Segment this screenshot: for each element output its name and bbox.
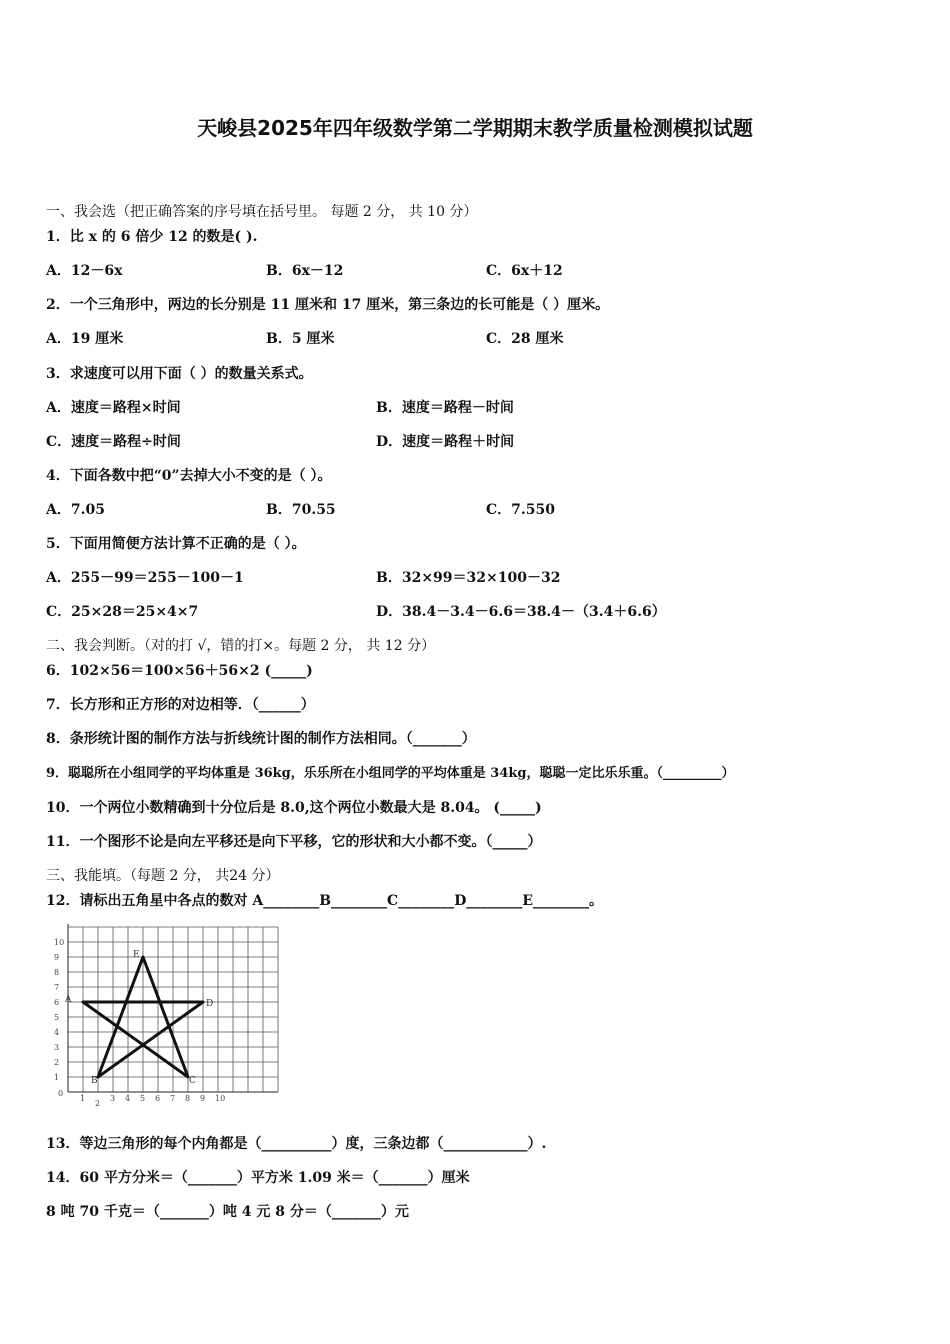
- y-tick-labels: [54, 938, 64, 1082]
- x-tick-label: 9: [200, 1094, 206, 1103]
- y-tick-label: 1: [54, 1073, 60, 1082]
- y-tick-label: 6: [54, 998, 60, 1007]
- y-tick-label: 9: [54, 953, 60, 962]
- question-13: 13．等边三角形的每个内角都是（__________）度，三条边都（____________）.: [46, 1136, 547, 1152]
- x-tick-label: 4: [125, 1094, 131, 1103]
- question-6: 6．102×56＝100×56＋56×2 (_____): [46, 663, 313, 679]
- q5-option-a: A．255－99＝255－100－1: [46, 570, 244, 586]
- q3-option-b: B．速度＝路程－时间: [376, 400, 514, 416]
- question-5: 5．下面用简便方法计算不正确的是（ ）。: [46, 536, 306, 552]
- y-tick-label: 10: [54, 938, 65, 947]
- question-4: 4．下面各数中把“0”去掉大小不变的是（ ）。: [46, 468, 332, 484]
- q2-option-c: C．28 厘米: [486, 331, 564, 347]
- section-3-heading: 三、我能填。（每题 2 分， 共24 分）: [46, 868, 280, 884]
- origin-label: 0: [58, 1089, 64, 1098]
- y-tick-label: 3: [54, 1043, 60, 1052]
- x-tick-label: 1: [80, 1094, 86, 1103]
- q1-option-a: A．12－6x: [46, 263, 123, 279]
- q1-option-b: B．6x－12: [266, 263, 344, 279]
- q2-option-a: A．19 厘米: [46, 331, 124, 347]
- y-tick-label: 2: [54, 1058, 60, 1067]
- x-tick-label: 7: [170, 1094, 176, 1103]
- q5-option-b: B．32×99＝32×100－32: [376, 570, 561, 586]
- x-tick-label: 8: [185, 1094, 191, 1103]
- question-7: 7．长方形和正方形的对边相等．（______）: [46, 697, 315, 713]
- y-tick-label: 8: [54, 968, 60, 977]
- star-grid-figure: [46, 920, 286, 1112]
- question-14-part-2: 8 吨 70 千克＝（_______）吨 4 元 8 分＝（_______）元: [46, 1204, 409, 1220]
- x-tick-labels: [80, 1094, 225, 1108]
- x-tick-label: 10: [215, 1094, 226, 1103]
- q3-option-a: A．速度＝路程×时间: [46, 400, 181, 416]
- point-label-d: D: [206, 999, 214, 1009]
- question-9: 9．聪聪所在小组同学的平均体重是 36kg，乐乐所在小组同学的平均体重是 34kg，聪聪一定比乐乐重。（_________）: [46, 766, 735, 781]
- q4-option-a: A．7.05: [46, 502, 105, 518]
- question-8: 8．条形统计图的制作方法与折线统计图的制作方法相同。（_______）: [46, 731, 476, 747]
- q3-option-c: C．速度＝路程÷时间: [46, 434, 181, 450]
- question-1: 1．比 x 的 6 倍少 12 的数是( ).: [46, 229, 258, 245]
- question-2: 2．一个三角形中，两边的长分别是 11 厘米和 17 厘米，第三条边的长可能是（ ）厘米。: [46, 297, 610, 313]
- x-tick-label: 6: [155, 1094, 161, 1103]
- q5-option-d: D．38.4－3.4－6.6＝38.4－（3.4＋6.6）: [376, 604, 666, 620]
- q2-option-b: B．5 厘米: [266, 331, 335, 347]
- question-14: 14．60 平方分米＝（_______）平方米 1.09 米＝（_______）厘米: [46, 1170, 470, 1186]
- q1-option-c: C．6x＋12: [486, 263, 563, 279]
- q3-option-d: D．速度＝路程＋时间: [376, 434, 515, 450]
- question-3: 3．求速度可以用下面（ ）的数量关系式。: [46, 366, 313, 382]
- q4-option-b: B．70.55: [266, 502, 336, 518]
- x-tick-label: 3: [110, 1094, 116, 1103]
- x-tick-label: 5: [140, 1094, 146, 1103]
- section-2-heading: 二、我会判断。（对的打 √，错的打×。每题 2 分， 共 12 分）: [46, 638, 436, 654]
- y-tick-label: 4: [54, 1028, 60, 1037]
- page-title: 天峻县2025年四年级数学第二学期期末教学质量检测模拟试题: [197, 116, 753, 140]
- question-10: 10．一个两位小数精确到十分位后是 8.0,这个两位小数最大是 8.04。 (_____): [46, 800, 542, 816]
- q5-option-c: C．25×28＝25×4×7: [46, 604, 199, 620]
- question-12: 12．请标出五角星中各点的数对 A________B________C________D________E________。: [46, 893, 604, 909]
- y-tick-label: 7: [54, 983, 60, 992]
- point-label-a: A: [65, 995, 72, 1005]
- section-1-heading: 一、我会选（把正确答案的序号填在括号里。 每题 2 分， 共 10 分）: [46, 204, 478, 220]
- question-11: 11．一个图形不论是向左平移还是向下平移，它的形状和大小都不变。（_____）: [46, 834, 542, 850]
- q4-option-c: C．7.550: [486, 502, 555, 518]
- point-label-e: E: [133, 950, 140, 960]
- x-tick-label: 2: [95, 1099, 101, 1108]
- y-tick-label: 5: [54, 1013, 60, 1022]
- point-label-c: C: [189, 1076, 196, 1086]
- point-label-b: B: [91, 1076, 98, 1086]
